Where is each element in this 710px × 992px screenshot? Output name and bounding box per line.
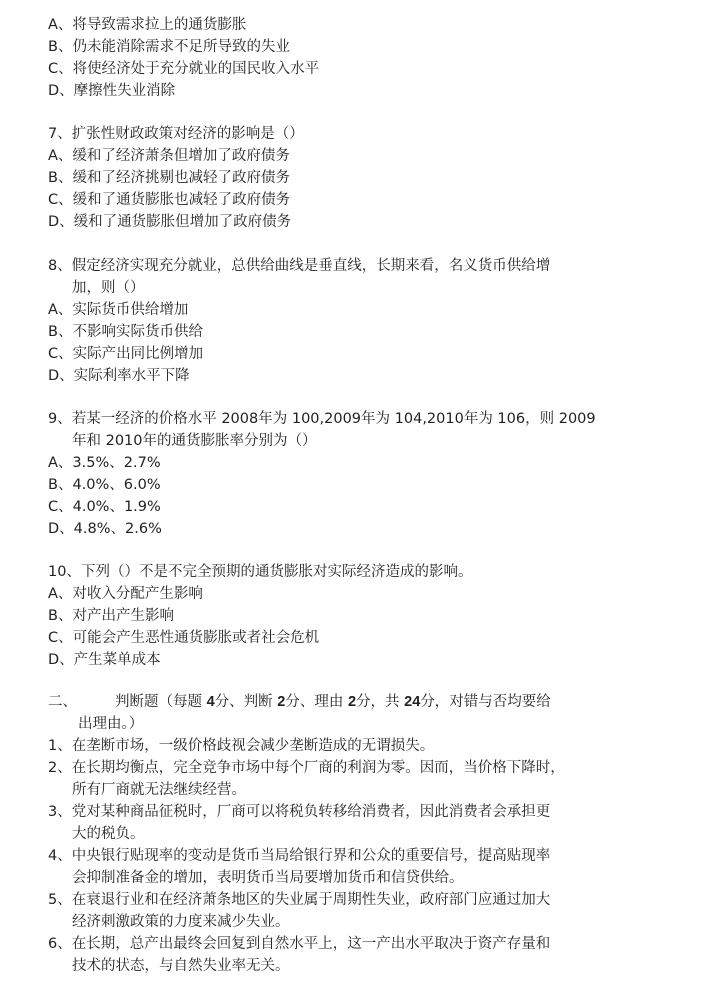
q8-option-a: A、实际货币供给增加 (48, 302, 189, 318)
q7-option-b: B、缓和了经济挑剔也减轻了政府债务 (48, 170, 290, 186)
section2-points-total-per-item: 4 (206, 694, 215, 710)
q8-option-d: D、实际利率水平下降 (48, 368, 190, 384)
q8-stem-line2: 加，则（） (72, 280, 145, 296)
section2-heading-text: 分、理由 (285, 694, 348, 710)
q7-stem: 7、扩张性财政政策对经济的影响是（） (48, 126, 304, 142)
q9-stem-line2: 年和 2010年的通货膨胀率分别为（） (72, 433, 317, 449)
q7-option-d: D、缓和了通货膨胀但增加了政府债务 (48, 214, 292, 230)
judgement-item-5: 5、在衰退行业和在经济萧条地区的失业属于周期性失业，政府部门应通过加大 (48, 892, 551, 908)
judgement-item-2-cont: 所有厂商就无法继续经营。 (72, 782, 246, 798)
q9-option-d: D、4.8%、2.6% (48, 521, 162, 537)
section2-heading-text: 分、判断 (214, 694, 278, 710)
section2-number: 二、 (48, 694, 77, 710)
q9-option-c: C、4.0%、1.9% (48, 499, 161, 515)
judgement-item-6: 6、在长期，总产出最终会回复到自然水平上，这一产出水平取决于资产存量和 (48, 936, 551, 952)
section2-heading-text: 分，共 (356, 694, 405, 710)
judgement-item-4-cont: 会抑制准备金的增加，表明货币当局要增加货币和信贷供给。 (72, 870, 464, 886)
q10-option-b: B、对产出产生影响 (48, 608, 174, 624)
section2-heading-text: 分，对错与否均要给 (420, 694, 551, 710)
q10-option-d: D、产生菜单成本 (48, 652, 161, 668)
judgement-item-5-cont: 经济刺激政策的力度来减少失业。 (72, 914, 290, 930)
judgement-item-3: 3、党对某种商品征税时，厂商可以将税负转移给消费者，因此消费者会承担更 (48, 804, 551, 820)
q8-option-b: B、不影响实际货币供给 (48, 324, 203, 340)
section2-heading (48, 692, 551, 712)
section2-heading-text: 判断题（每题 (115, 694, 207, 710)
q10-stem: 10、下列（）不是不完全预期的通货膨胀对实际经济造成的影响。 (48, 564, 473, 580)
q10-option-c: C、可能会产生恶性通货膨胀或者社会危机 (48, 630, 320, 646)
q8-option-c: C、实际产出同比例增加 (48, 346, 204, 362)
q9-stem-line1: 9、若某一经济的价格水平 2008年为 100,2009年为 104,2010年为 106，则 2009 (48, 411, 596, 427)
q6-option-a: A、将导致需求拉上的通货膨胀 (48, 17, 247, 33)
section2-points-judgement: 2 (277, 694, 286, 710)
q6-option-c: C、将使经济处于充分就业的国民收入水平 (48, 61, 320, 77)
section2-heading-line2: 出理由。） (78, 716, 144, 732)
q9-option-a: A、3.5%、2.7% (48, 455, 161, 471)
judgement-item-4: 4、中央银行贴现率的变动是货币当局给银行界和公众的重要信号，提高贴现率 (48, 848, 551, 864)
judgement-item-6-cont: 技术的状态，与自然失业率无关。 (72, 958, 290, 974)
q8-stem-line1: 8、假定经济实现充分就业，总供给曲线是垂直线，长期来看，名义货币供给增 (48, 258, 551, 274)
judgement-item-3-cont: 大的税负。 (72, 826, 145, 842)
q9-option-b: B、4.0%、6.0% (48, 477, 161, 493)
q6-option-b: B、仍未能消除需求不足所导致的失业 (48, 39, 290, 55)
section2-points-total: 24 (404, 694, 421, 710)
q7-option-c: C、缓和了通货膨胀也减轻了政府债务 (48, 192, 291, 208)
q7-option-a: A、缓和了经济萧条但增加了政府债务 (48, 148, 290, 164)
q6-option-d: D、摩擦性失业消除 (48, 83, 176, 99)
section2-points-reason: 2 (347, 694, 357, 710)
judgement-item-2: 2、在长期均衡点，完全竞争市场中每个厂商的利润为零。因而，当价格下降时， (48, 760, 565, 776)
q10-option-a: A、对收入分配产生影响 (48, 586, 203, 602)
judgement-item-1: 1、在垄断市场，一级价格歧视会减少垄断造成的无谓损失。 (48, 738, 435, 754)
